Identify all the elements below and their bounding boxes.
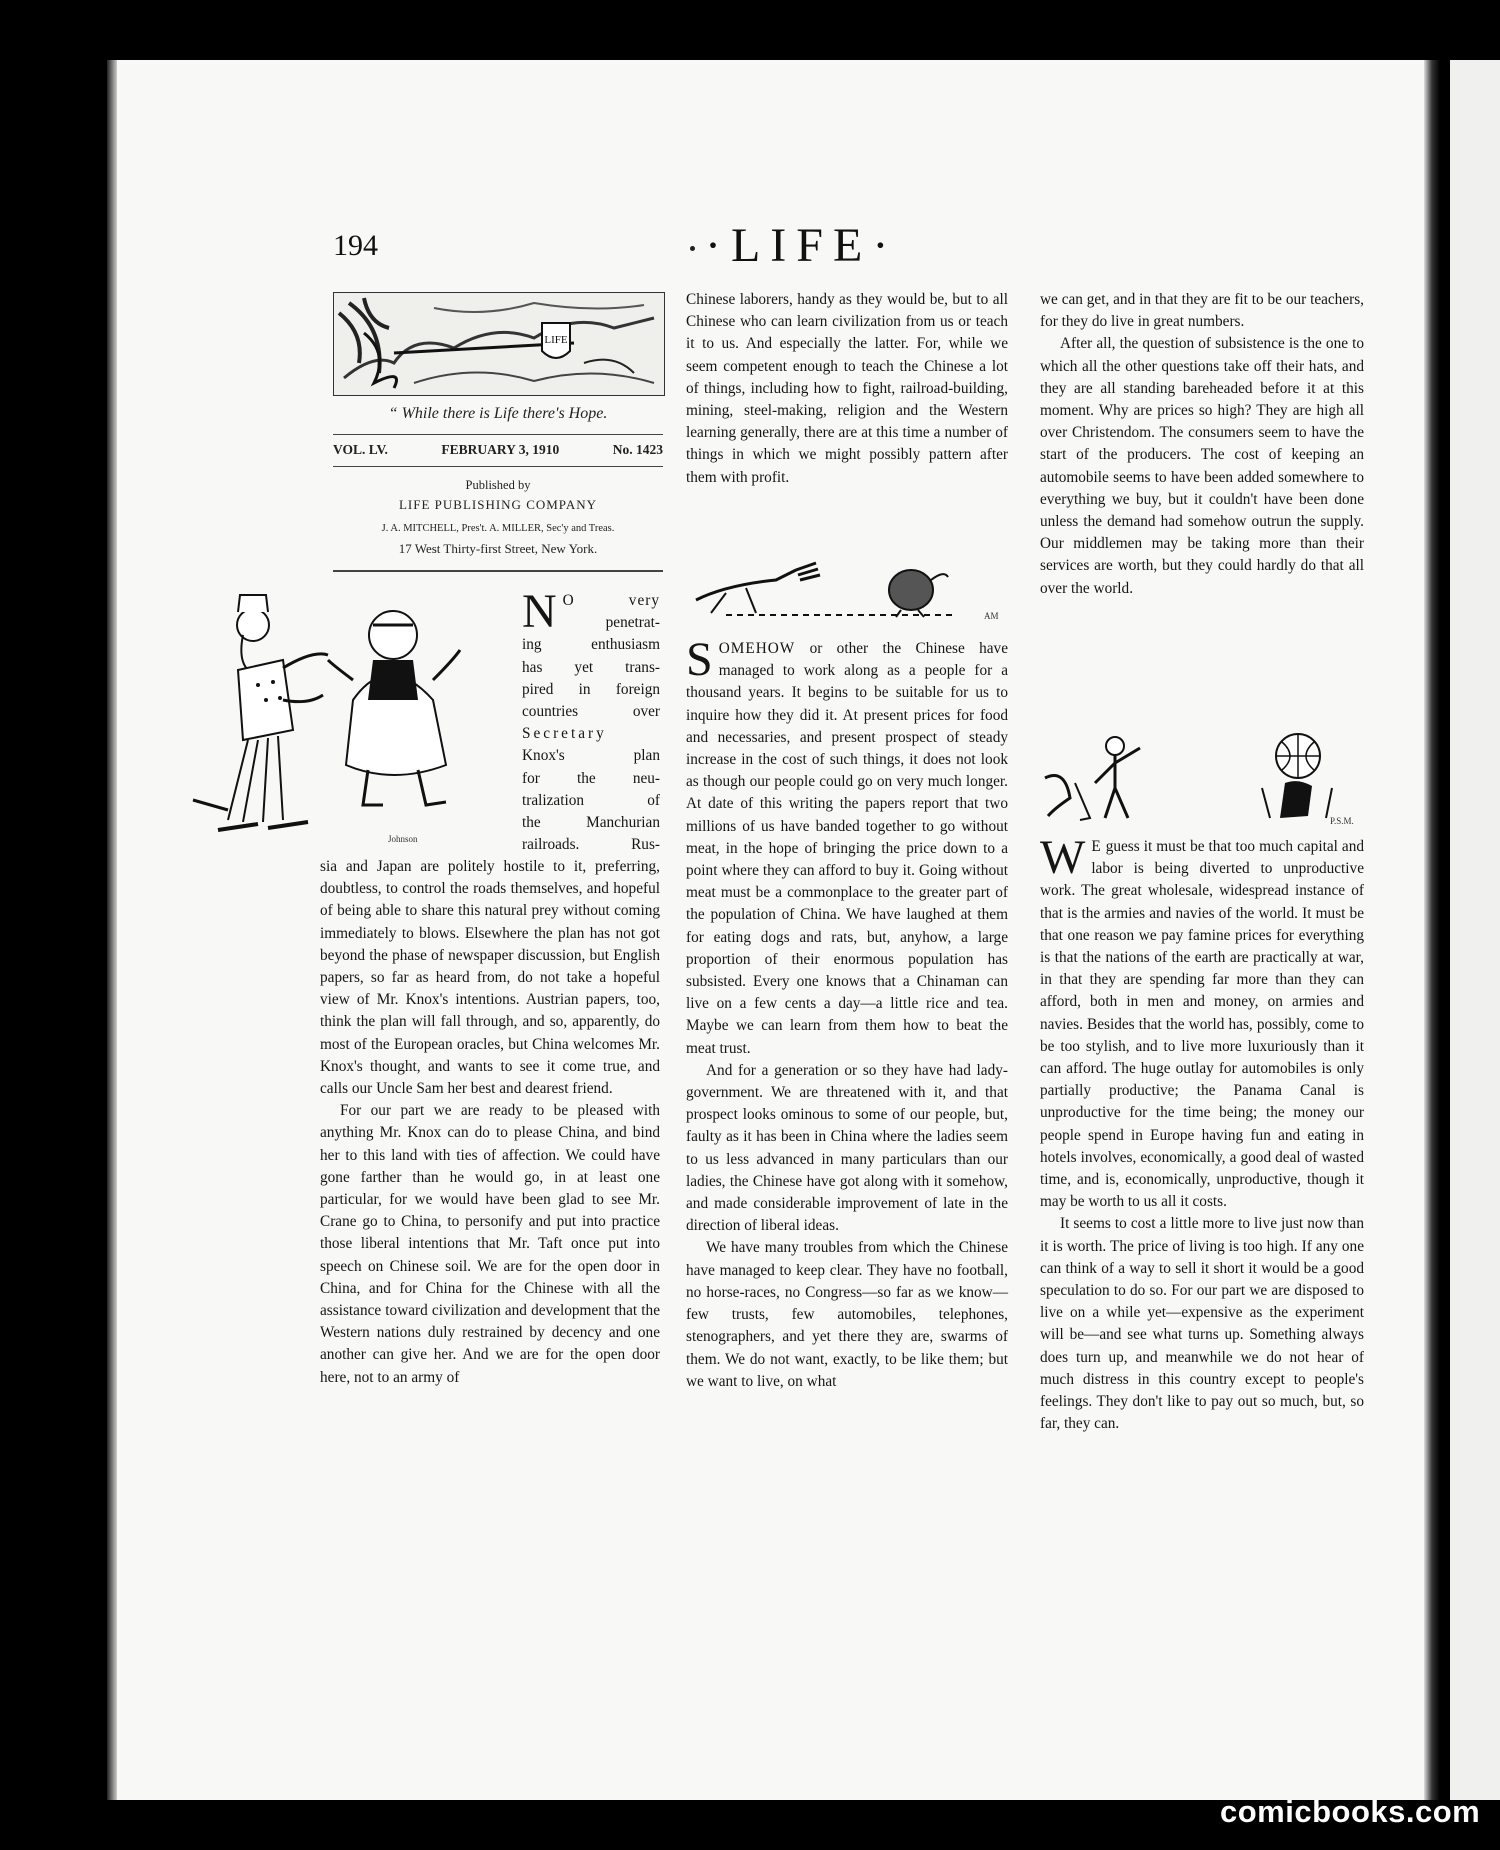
divider-rule [333, 570, 663, 572]
article1-opening-wrap [522, 585, 660, 856]
column2-paragraph: We have many troubles from which the Chinese have managed to keep clear. They have no football, no horse-races, no Congress—so far as we know—few trusts, few automobiles, telephones, stenographers, and yet there they are, swarms of them. We do not want, exactly, to be like them; but we want to live, on what [686, 1239, 1008, 1390]
column2-dropcap: S [686, 633, 713, 686]
article1-wrapped-line: Secretary [522, 725, 607, 743]
article1-paragraph: sia and Japan are politely hostile to it, preferring, doubtless, to control the roads themselves, and hopeful of being able to share this natural prey without coming immediately to blows. Elsewhere the plan has not got beyond the phase of newspaper discussion, but English papers, so far as heard from, do not take a hopeful view of Mr. Knox's intentions. Austrian papers, too, think the plan will fall through, and so, apparently, do most of the European oracles, but China welcomes Mr. Knox's thought, and wants to see it come true, and calls our Uncle Sam her best and dearest friend. [320, 858, 660, 1098]
column2-body [686, 633, 1008, 1393]
column2-top [686, 289, 1008, 489]
page-binding-shadow [107, 60, 117, 1800]
masthead-motto: “ While there is Life there's Hope. [388, 405, 608, 422]
adjacent-page-sliver [1450, 60, 1500, 1800]
soldier-and-globe-cartoon [1040, 728, 1364, 828]
column2-paragraph: Chinese laborers, handy as they would be, but to all Chinese who can learn civilization from us or teach it to us. And especially the latter. For, while we seem competent enough to teach the Chinese a lot of things, including how to fight, railroad-building, mining, steel-making, religion and the Western learning generally, there are at this time a number of things in which we might possibly pattern after them with profit. [686, 291, 1008, 486]
article1-body [320, 856, 660, 1389]
column3-top [1040, 289, 1364, 600]
divider-rule [333, 466, 663, 467]
page-number: 194 [333, 229, 378, 262]
publisher-officers: J. A. MITCHELL, Pres't. A. MILLER, Sec'y and Treas. [381, 523, 615, 534]
column3-body [1040, 831, 1364, 1435]
column3-paragraph: guess it must be that too much capital and labor is being diverted to unproductive work. The great wholesale, widespread instance of that is the armies and navies of the world. It must be that one reason we pay famine prices for everything is that the nations of the earth are practically at war, in that they are spending far more than they can afford, both in men and money, on armies and navies. Besides that the world has, possibly, come to be too stylish, and to live more luxuriously than it can afford. The huge outlay for automobiles is only partially productive; the Panama Canal is unproductive for the time being; the money our people spend in Europe having fun and eating in hotels involves, economically, a good deal of wasted time, and is, economically, unproductive, though it may be worth to us all it costs. [1040, 838, 1364, 1211]
column3-paragraph: After all, the question of subsistence is the one to which all the other questions take off their hats, and they are all standing bareheaded before it at this moment. Why are prices so high? They are high all over Christendom. The consumers seem to have the start of the producers. The cost of keeping an automobile seems to have been added somewhere to everything we buy, but it couldn't have been done unless the demand had somehow outrun the supply. Our middlemen may be taking more than their services are worth, but they could hardly do that all over the world. [1040, 335, 1364, 597]
cartoon-signature: P.S.M. [1330, 816, 1354, 826]
article1-wrapped-line: the Manchurian [522, 814, 660, 832]
column3-paragraph: we can get, and in that they are fit to be our teachers, for they do live in great numbers. [1040, 291, 1364, 331]
column3-paragraph: It seems to cost a little more to live just now than it is worth. The price of living is too high. If any one can think of a way to sell it short it would be a good speculation to do so. For our part we are disposed to live on a while yet—expensive as the experiment will be—and see what turns up. Something always does turn up, and meanwhile we do not hear of much distress in this country except to people's feelings. They don't like to pay out so much, but, so far, they can. [1040, 1215, 1364, 1433]
article1-wrapped-line: for the neu- [522, 769, 660, 787]
article1-wrapped-line: Knox's plan [522, 747, 660, 765]
volume-line [333, 442, 663, 458]
article1-dropcap: N [522, 585, 557, 638]
page-edge-shadow [1424, 60, 1440, 1800]
article1-paragraph: For our part we are ready to be pleased with anything Mr. Knox can do to please China, and bind her to this land with ties of affection. We could have gone farther than he would go, in at least one particular, for we would have been glad to see Mr. Crane go to China, to personify and put into practice those liberal intentions that Mr. Taft once put into speech on Chinese soil. We are for the open door in China, and for China for the Chinese with all the assistance toward civilization and development that the Western nations duly restrained by decency and one another can give her. And we are for the open door here, not to an army of [320, 1102, 660, 1386]
article1-wrapped-line: tralization of [522, 791, 660, 809]
masthead-illustration [333, 292, 665, 396]
masthead-title: ·LIFE· [705, 219, 899, 272]
fork-chasing-turkey-cartoon [686, 555, 1008, 625]
issue-number: No. 1423 [612, 442, 663, 457]
article1-wrapped-line: O very [562, 592, 660, 609]
masthead-dot-left [690, 246, 695, 251]
published-by-label: Published by [465, 478, 531, 492]
divider-rule [333, 434, 663, 435]
publisher-name: LIFE PUBLISHING COMPANY [398, 497, 598, 512]
article1-wrapped-line: has yet trans- [522, 658, 660, 676]
watermark: comicbooks.com [1220, 1794, 1481, 1829]
issue-date: FEBRUARY 3, 1910 [441, 442, 560, 457]
column3-lead-word: E [1091, 838, 1102, 855]
cartoon-signature: Johnson [388, 834, 418, 844]
publisher-address: 17 West Thirty-first Street, New York. [398, 541, 598, 556]
uncle-sam-china-cartoon [188, 590, 518, 850]
article1-wrapped-line: penetrat- [605, 614, 660, 632]
cartoon-signature: AM [984, 611, 999, 621]
article1-wrapped-line: railroads. Rus- [522, 836, 660, 854]
article1-wrapped-line: pired in foreign [522, 680, 660, 698]
column2-paragraph: And for a generation or so they have had lady-government. We are threatened with it, and that prospect looks ominous to some of our people, but, faulty as it has been in China where the ladies seem to us less advanced in many particulars than our ladies, the Chinese have got along with it somehow, and made considerable improvement of late in the direction of liberal ideas. [686, 1061, 1008, 1235]
column2-paragraph: or other the Chinese have managed to work along as a people for a thousand years. It begins to be suitable for us to inquire how they did it. At present prices for food and necessaries, and present prospect of steady increase in the cost of such things, it does not look as though our people could go on very much longer. At date of this writing the papers report that two millions of us have banded together to go without meat, in the hope of bringing the price down to a point where they can afford to buy it. Going without meat must be a commonplace to the greater part of the population of China. We have laughed at them for eating dogs and rats, but, anyhow, a large proportion of their enormous population has subsisted. Every one knows that a Chinaman can live on a few cents a day—a little rice and tea. Maybe we can learn from them how to beat the meat trust. [686, 640, 1008, 1057]
volume-number: VOL. LV. [333, 442, 388, 457]
column2-lead-word: OMEHOW [718, 640, 796, 657]
column3-dropcap: W [1040, 831, 1086, 884]
article1-wrapped-line: ing enthusiasm [522, 636, 660, 654]
article1-wrapped-line: countries over [522, 703, 660, 721]
masthead-shield-text: LIFE [544, 334, 568, 346]
